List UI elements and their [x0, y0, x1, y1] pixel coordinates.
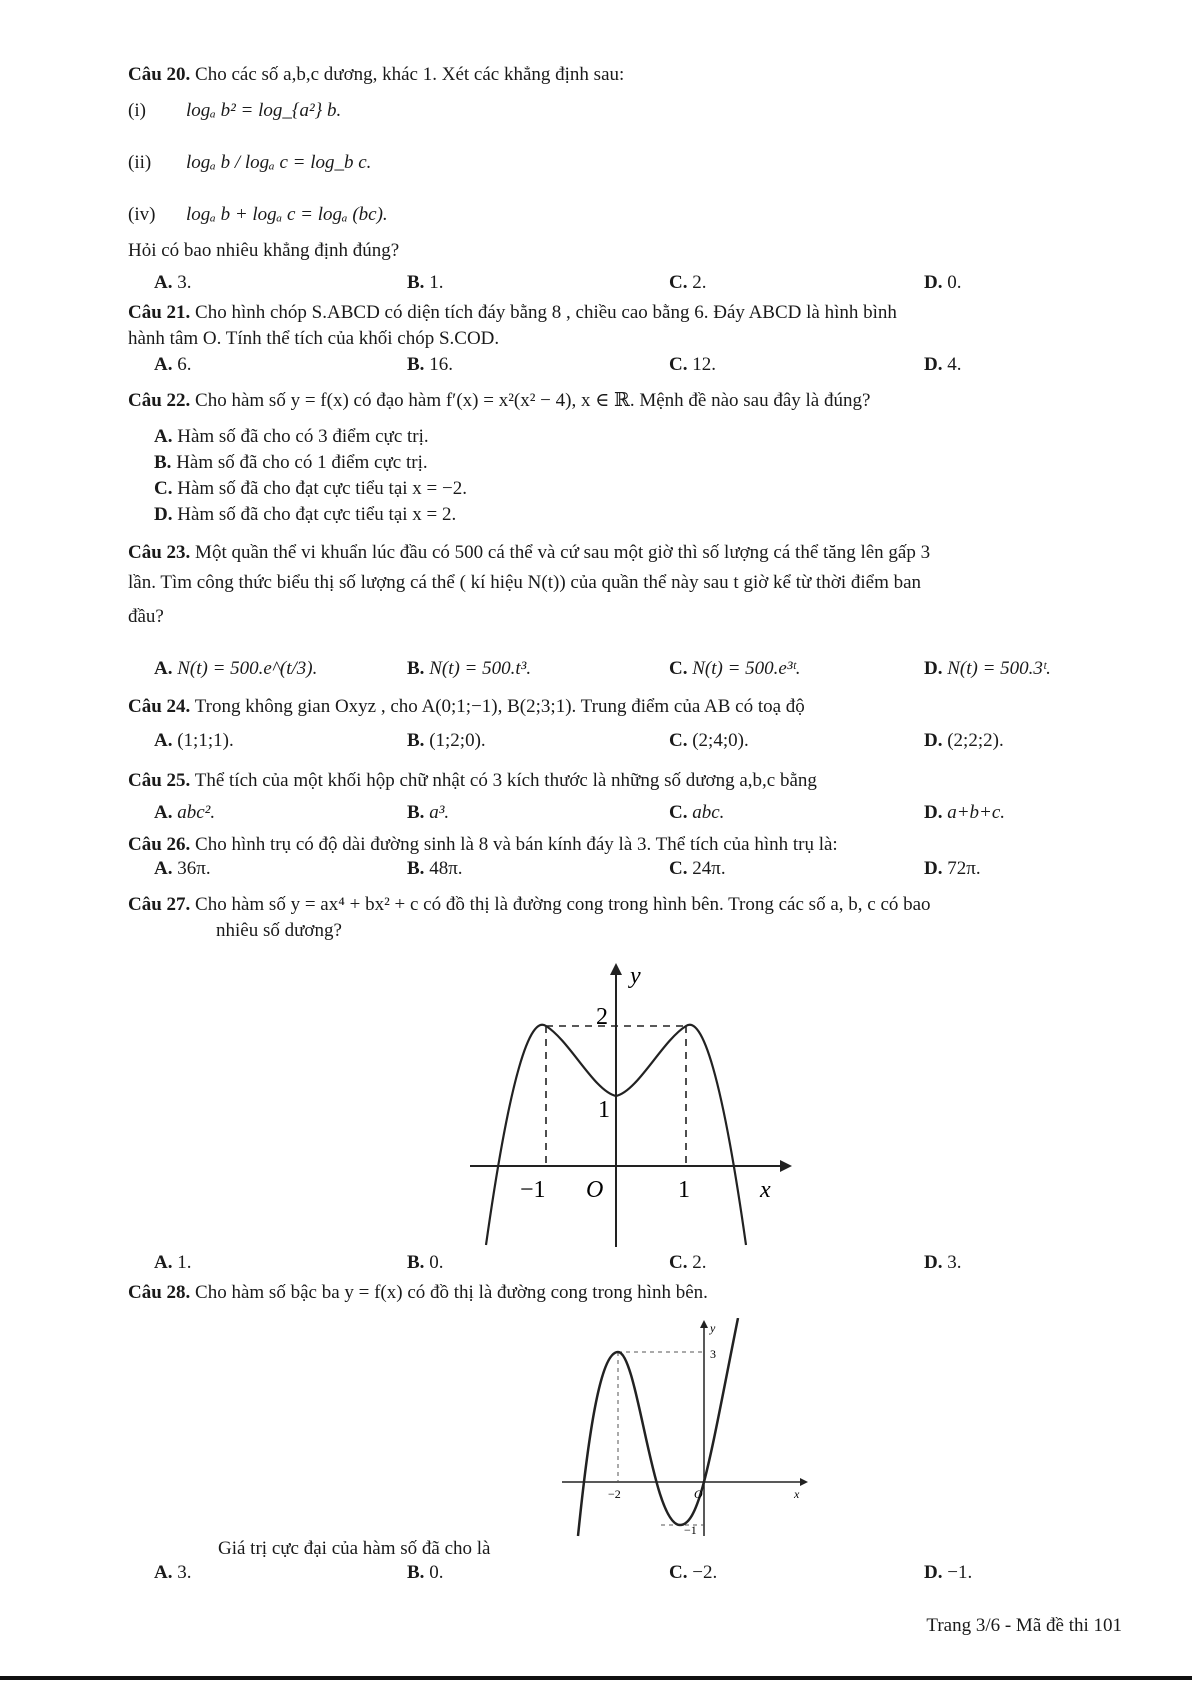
question-label: Câu 20.	[128, 64, 191, 85]
option-d[interactable]: D. (2;2;2).	[924, 730, 1004, 751]
question-label: Câu 21.	[128, 302, 191, 323]
question-text: Trong không gian Oxyz , cho A(0;1;−1), B(2;3;1). Trung điểm của AB có toạ độ	[194, 696, 805, 717]
question-26	[128, 832, 1128, 858]
tick-label-1-x: 1	[678, 1177, 690, 1203]
question-text: Cho hình chóp S.ABCD có diện tích đáy bằng 8 , chiều cao bằng 6. Đáy ABCD là hình bình	[195, 302, 897, 323]
statement-tag: (ii)	[128, 152, 152, 173]
option-a[interactable]: A. 6.	[154, 354, 192, 375]
question-label: Câu 28.	[128, 1282, 191, 1303]
option-a[interactable]: A. N(t) = 500.e^(t/3).	[154, 658, 318, 679]
question-20	[128, 62, 1128, 282]
question-label: Câu 22.	[128, 390, 191, 411]
question-text: đầu?	[128, 606, 164, 627]
origin-label: O	[694, 1487, 703, 1501]
question-label: Câu 27.	[128, 894, 191, 915]
option-c[interactable]: C. −2.	[669, 1562, 718, 1583]
option-c[interactable]: C. Hàm số đã cho đạt cực tiểu tại x = −2.	[154, 478, 467, 499]
question-label: Câu 25.	[128, 770, 191, 791]
question-label: Câu 23.	[128, 542, 191, 563]
question-25	[128, 768, 1128, 794]
option-d[interactable]: D. 4.	[924, 354, 962, 375]
option-c[interactable]: C. N(t) = 500.e³ᵗ.	[669, 658, 801, 679]
question-label: Câu 24.	[128, 696, 191, 717]
tick-label-3: 3	[710, 1347, 716, 1361]
question-text: Cho hàm số y = f(x) có đạo hàm f′(x) = x²(x² − 4), x ∈ ℝ. Mệnh đề nào sau đây là đúng?	[195, 390, 871, 411]
option-a[interactable]: A. 3.	[154, 272, 192, 293]
y-axis-arrow	[610, 963, 622, 975]
question-text: Cho hàm số bậc ba y = f(x) có đồ thị là đường cong trong hình bên.	[195, 1282, 708, 1303]
options-27	[154, 1252, 1114, 1278]
tick-label-2: 2	[596, 1004, 608, 1030]
options-26	[154, 858, 1114, 884]
option-a[interactable]: A. 1.	[154, 1252, 192, 1273]
statement-expr: logₐ b + logₐ c = logₐ (bc).	[186, 204, 388, 225]
option-b[interactable]: B. 0.	[407, 1562, 444, 1583]
tick-label-1-y: 1	[598, 1097, 610, 1123]
option-c[interactable]: C. 12.	[669, 354, 716, 375]
tick-label-neg1: −1	[520, 1177, 546, 1203]
options-25	[154, 802, 1114, 828]
question-text: nhiêu số dương?	[216, 920, 342, 941]
statement-tag: (iv)	[128, 204, 156, 225]
options-23	[154, 658, 1114, 684]
x-axis-arrow	[780, 1160, 792, 1172]
question-text: Cho hình trụ có độ dài đường sinh là 8 và bán kính đáy là 3. Thể tích của hình trụ là:	[195, 834, 838, 855]
y-axis-arrow	[700, 1320, 708, 1328]
x-axis-label: x	[794, 1487, 800, 1501]
question-text: Một quần thể vi khuẩn lúc đầu có 500 cá thể và cứ sau một giờ thì số lượng cá thể tăng lên gấp 3	[195, 542, 931, 563]
question-text: hành tâm O. Tính thể tích của khối chóp S.COD.	[128, 328, 500, 349]
question-23	[128, 540, 1128, 630]
question-24	[128, 694, 1128, 720]
x-axis-label: x	[760, 1177, 771, 1203]
question-text: lần. Tìm công thức biểu thị số lượng cá thể ( kí hiệu N(t)) của quần thể này sau t giờ kể từ thời điểm ban	[128, 572, 922, 593]
option-c[interactable]: C. abc.	[669, 802, 725, 823]
option-c[interactable]: C. 2.	[669, 272, 707, 293]
question-28-prompt	[218, 1536, 1192, 1562]
statement-tag: (i)	[128, 100, 146, 121]
options-24	[154, 730, 1114, 756]
statement-expr: logₐ b² = log_{a²} b.	[186, 100, 342, 121]
option-d[interactable]: D. a+b+c.	[924, 802, 1006, 823]
option-a[interactable]: A. 3.	[154, 1562, 192, 1583]
options-21	[154, 354, 1114, 380]
page-footer: Trang 3/6 - Mã đề thi 101	[926, 1615, 1122, 1636]
option-b[interactable]: B. 0.	[407, 1252, 444, 1273]
option-c[interactable]: C. (2;4;0).	[669, 730, 749, 751]
option-d[interactable]: D. Hàm số đã cho đạt cực tiểu tại x = 2.	[154, 504, 457, 525]
statement-expr: logₐ b / logₐ c = log_b c.	[186, 152, 372, 173]
option-d[interactable]: D. N(t) = 500.3ᵗ.	[924, 658, 1051, 679]
cubic-graph-figure	[560, 1318, 810, 1538]
options-28	[154, 1562, 1114, 1588]
question-prompt: Hỏi có bao nhiêu khẳng định đúng?	[128, 240, 400, 261]
quartic-graph-figure	[470, 955, 800, 1250]
question-label: Câu 26.	[128, 834, 191, 855]
option-a[interactable]: A. abc².	[154, 802, 216, 823]
question-21	[128, 300, 1128, 354]
option-b[interactable]: B. 48π.	[407, 858, 463, 879]
option-c[interactable]: C. 24π.	[669, 858, 726, 879]
option-d[interactable]: D. 0.	[924, 272, 962, 293]
option-a[interactable]: A. 36π.	[154, 858, 211, 879]
y-axis-label: y	[710, 1321, 716, 1335]
option-b[interactable]: B. N(t) = 500.t³.	[407, 658, 532, 679]
option-b[interactable]: B. Hàm số đã cho có 1 điểm cực trị.	[154, 452, 428, 473]
question-text: Thể tích của một khối hộp chữ nhật có 3 kích thước là những số dương a,b,c bằng	[194, 770, 817, 791]
y-axis-label: y	[630, 963, 641, 989]
option-b[interactable]: B. 1.	[407, 272, 444, 293]
question-text: Cho hàm số y = ax⁴ + bx² + c có đồ thị là đường cong trong hình bên. Trong các số a, b, c có bao	[195, 894, 931, 915]
tick-label-neg2: −2	[608, 1487, 621, 1501]
tick-label-neg1: −1	[684, 1523, 697, 1537]
option-b[interactable]: B. a³.	[407, 802, 450, 823]
x-axis-arrow	[800, 1478, 808, 1486]
option-d[interactable]: D. 3.	[924, 1252, 962, 1273]
option-a[interactable]: A. Hàm số đã cho có 3 điểm cực trị.	[154, 426, 429, 447]
option-b[interactable]: B. 16.	[407, 354, 453, 375]
option-c[interactable]: C. 2.	[669, 1252, 707, 1273]
page-bottom-rule	[0, 1676, 1192, 1680]
question-prompt: Giá trị cực đại của hàm số đã cho là	[218, 1538, 491, 1559]
option-b[interactable]: B. (1;2;0).	[407, 730, 486, 751]
option-a[interactable]: A. (1;1;1).	[154, 730, 234, 751]
options-20	[154, 272, 1114, 298]
option-d[interactable]: D. −1.	[924, 1562, 973, 1583]
origin-label: O	[586, 1177, 604, 1203]
question-text: Cho các số a,b,c dương, khác 1. Xét các khẳng định sau:	[195, 64, 625, 85]
question-22	[128, 388, 1128, 414]
question-28	[128, 1280, 1128, 1306]
option-d[interactable]: D. 72π.	[924, 858, 981, 879]
question-27	[128, 892, 1128, 946]
options-22	[154, 424, 1154, 534]
